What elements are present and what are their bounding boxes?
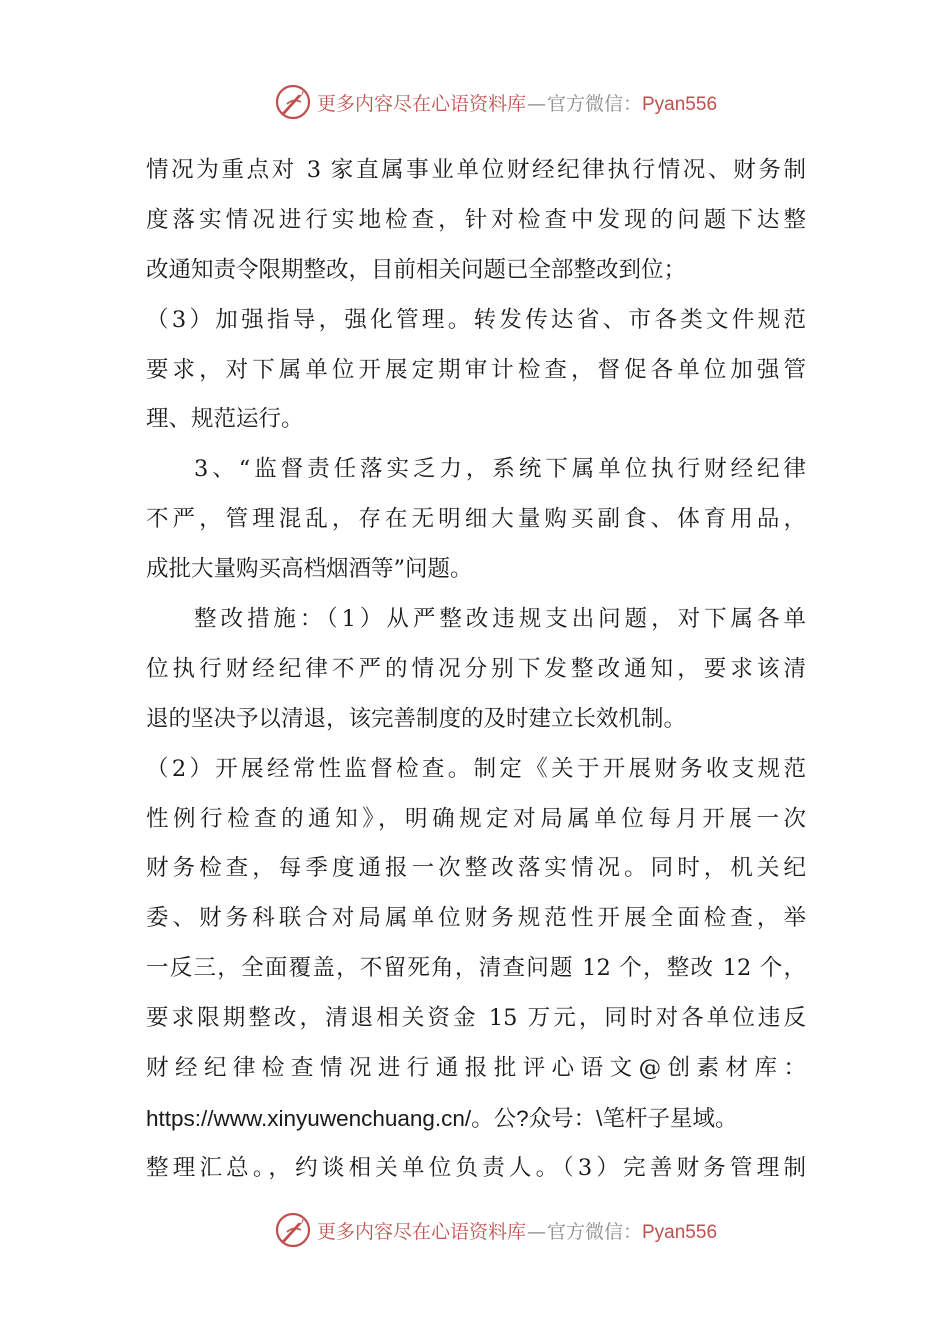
body-line: 整理汇总。，约谈相关单位负责人。（3）完善财务管理制 <box>146 1154 806 1181</box>
body-line: （3）加强指导，强化管理。转发传达省、市各类文件规范 <box>146 306 806 333</box>
body-line: 财经纪律检查情况进行通报批评心语文@创素材库： <box>146 1055 806 1082</box>
body-line: 整改措施：（1）从严整改违规支出问题，对下属各单 <box>194 606 806 633</box>
header-dash: — <box>526 92 546 115</box>
header-banner-text <box>317 89 717 116</box>
body-line: 改通知责令限期整改，目前相关问题已全部整改到位； <box>146 256 687 283</box>
body-line: 性例行检查的通知》，明确规定对局属单位每月开展一次 <box>146 805 806 832</box>
footer-dash: — <box>526 1220 546 1243</box>
body-line: 成批大量购买高档烟酒等”问题。 <box>146 556 473 583</box>
body-line: 退的坚决予以清退，该完善制度的及时建立长效机制。 <box>146 705 687 732</box>
body-line: 要求，对下属单位开展定期审计检查，督促各单位加强管 <box>146 356 806 383</box>
body-line: 理、规范运行。 <box>146 406 304 433</box>
footer-site-name: 更多内容尽在心语资料库 <box>316 1220 526 1243</box>
header-site-name: 更多内容尽在心语资料库 <box>316 92 526 115</box>
header-banner <box>0 80 950 124</box>
pen-logo-icon <box>273 1210 313 1250</box>
body-line: （2）开展经常性监督检查。制定《关于开展财务收支规范 <box>146 755 806 782</box>
document-body <box>146 146 806 1194</box>
header-wechat-label: 官方微信： <box>546 92 642 115</box>
body-line: 不严，管理混乱，存在无明细大量购买副食、体育用品， <box>146 506 806 533</box>
body-line: 3、“监督责任落实乏力，系统下属单位执行财经纪律 <box>194 456 806 483</box>
header-wechat-id: Pyan556 <box>642 93 718 115</box>
footer-banner <box>0 1208 950 1252</box>
body-line: 度落实情况进行实地检查，针对检查中发现的问题下达整 <box>146 206 806 233</box>
body-line-url: https://www.xinyuwenchuang.cn/。公?众号：\笔杆子星域。 <box>146 1105 738 1131</box>
footer-wechat-id: Pyan556 <box>642 1221 718 1243</box>
body-line: 要求限期整改，清退相关资金 15 万元，同时对各单位违反 <box>146 1005 806 1032</box>
footer-banner-text <box>317 1217 717 1244</box>
body-line: 委、财务科联合对局属单位财务规范性开展全面检查，举 <box>146 905 806 932</box>
body-line: 一反三，全面覆盖，不留死角，清查问题 12 个，整改 12 个， <box>146 955 806 982</box>
body-line: 位执行财经纪律不严的情况分别下发整改通知，要求该清 <box>146 655 806 682</box>
body-line: 情况为重点对 3 家直属事业单位财经纪律执行情况、财务制 <box>146 157 806 183</box>
pen-logo-icon <box>273 82 313 122</box>
body-line: 财务检查，每季度通报一次整改落实情况。同时，机关纪 <box>146 855 806 882</box>
footer-wechat-label: 官方微信： <box>546 1220 642 1243</box>
